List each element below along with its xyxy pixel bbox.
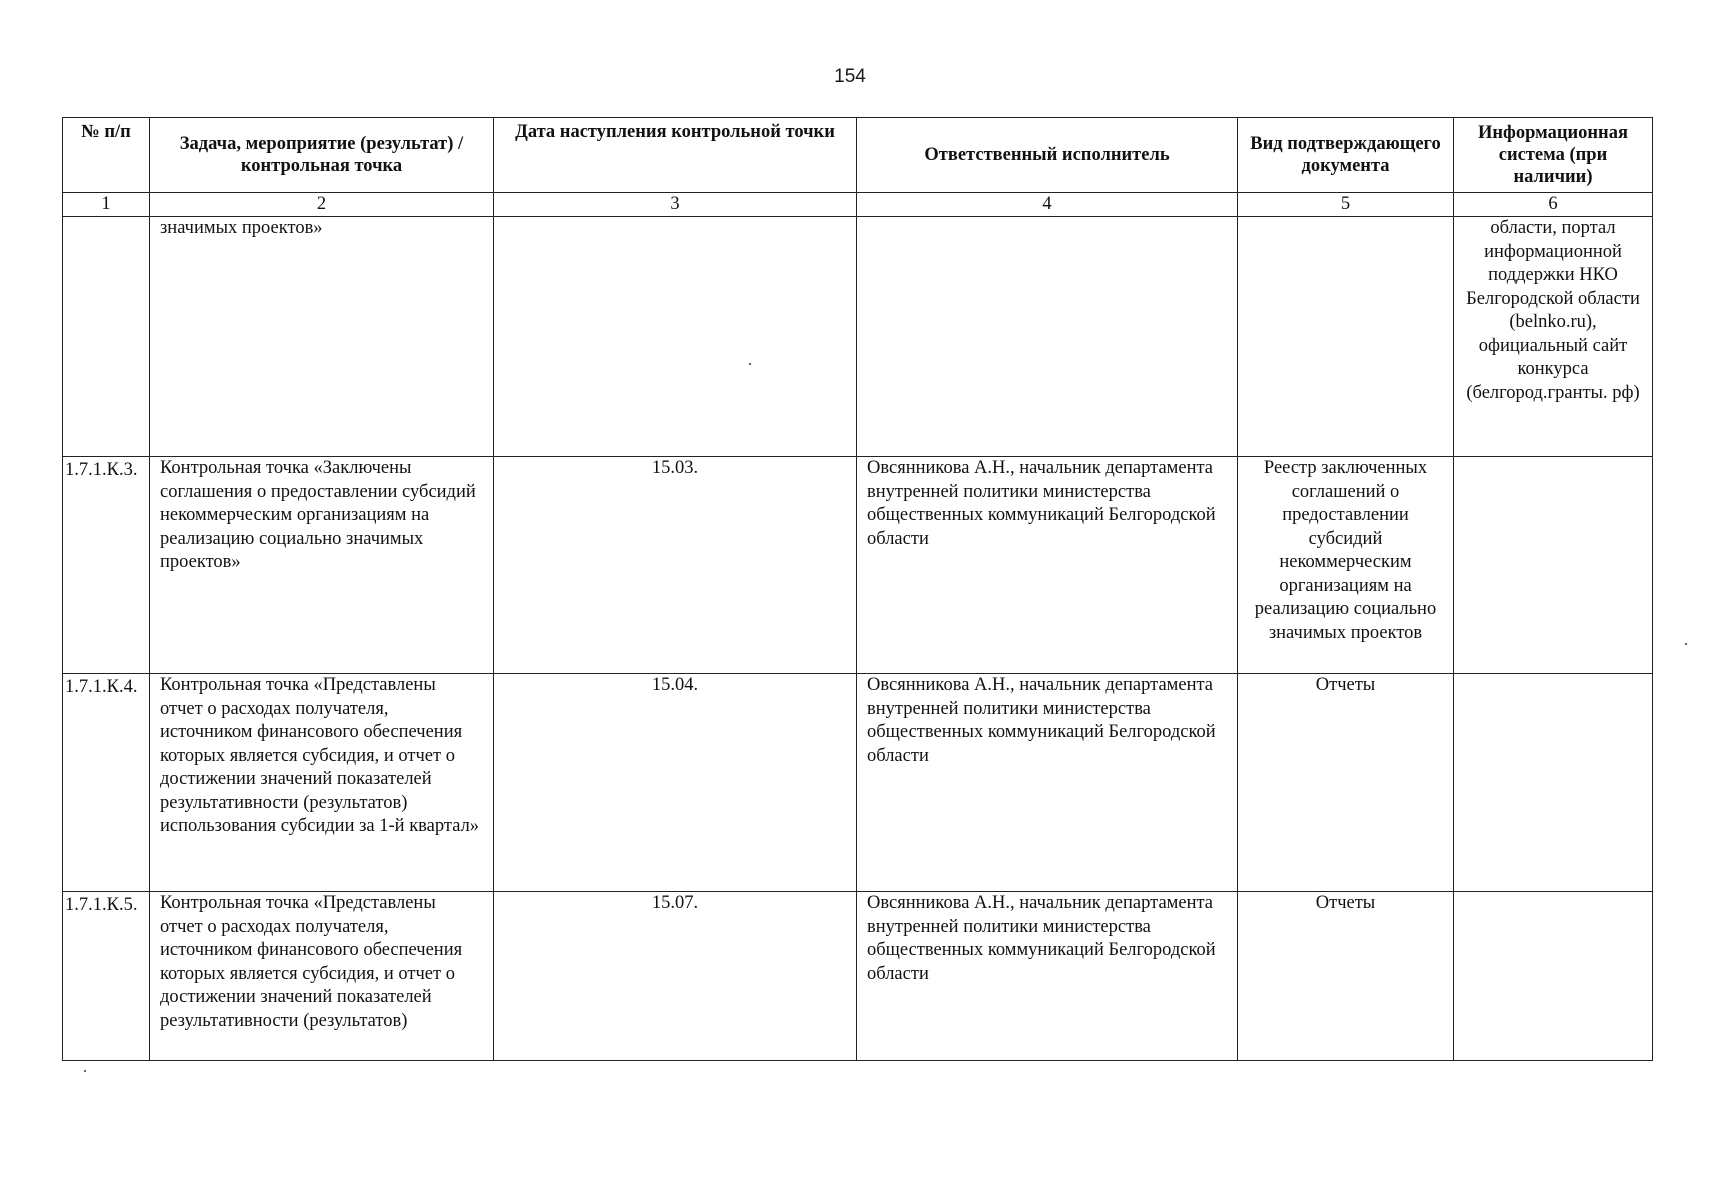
responsible-cell bbox=[857, 217, 1238, 457]
header-task: Задача, мероприятие (результат) / контрольная точка bbox=[150, 118, 494, 193]
table-row bbox=[63, 217, 1653, 457]
task-cell: значимых проектов» bbox=[150, 217, 494, 457]
responsible-cell: Овсянникова А.Н., начальник департамента внутренней политики министерства общественных коммуникаций Белгородской области bbox=[857, 674, 1238, 892]
column-number: 1 bbox=[63, 193, 150, 217]
date-cell: 15.03. bbox=[494, 457, 857, 674]
info-system-cell bbox=[1454, 674, 1653, 892]
header-num: № п/п bbox=[63, 118, 150, 193]
column-number: 4 bbox=[857, 193, 1238, 217]
table-row bbox=[63, 674, 1653, 892]
header-row bbox=[63, 118, 1653, 193]
scan-speck bbox=[84, 1070, 86, 1072]
doc-type-cell: Реестр заключенных соглашений о предоставлении субсидий некоммерческим организациям на реализацию социально значимых проектов bbox=[1238, 457, 1454, 674]
date-cell bbox=[494, 217, 857, 457]
scan-speck bbox=[749, 363, 751, 365]
column-number: 2 bbox=[150, 193, 494, 217]
responsible-cell: Овсянникова А.Н., начальник департамента внутренней политики министерства общественных коммуникаций Белгородской области bbox=[857, 457, 1238, 674]
doc-type-cell: Отчеты bbox=[1238, 674, 1454, 892]
header-responsible: Ответственный исполнитель bbox=[857, 118, 1238, 193]
column-number: 6 bbox=[1454, 193, 1653, 217]
info-system-cell bbox=[1454, 457, 1653, 674]
date-cell: 15.07. bbox=[494, 892, 857, 1061]
info-system-cell: области, портал информационной поддержки НКО Белгородской области (belnko.ru), официальный сайт конкурса (белгород.гранты. рф) bbox=[1454, 217, 1653, 457]
row-number: 1.7.1.К.4. bbox=[63, 674, 150, 892]
doc-type-cell bbox=[1238, 217, 1454, 457]
task-cell: Контрольная точка «Представлены отчет о расходах получателя, источником финансового обеспечения которых является субсидия, и отчет о достижении значений показателей результативности (результатов) bbox=[150, 892, 494, 1061]
header-doc-type: Вид подтверждающего документа bbox=[1238, 118, 1454, 193]
task-cell: Контрольная точка «Заключены соглашения о предоставлении субсидий некоммерческим организациям на реализацию социально значимых проектов» bbox=[150, 457, 494, 674]
column-numbers-row bbox=[63, 193, 1653, 217]
control-points-table bbox=[62, 117, 1653, 1061]
column-number: 5 bbox=[1238, 193, 1454, 217]
responsible-cell: Овсянникова А.Н., начальник департамента внутренней политики министерства общественных коммуникаций Белгородской области bbox=[857, 892, 1238, 1061]
column-number: 3 bbox=[494, 193, 857, 217]
table-row bbox=[63, 892, 1653, 1061]
row-number: 1.7.1.К.5. bbox=[63, 892, 150, 1061]
page-number: 154 bbox=[834, 66, 866, 87]
table-row bbox=[63, 457, 1653, 674]
date-cell: 15.04. bbox=[494, 674, 857, 892]
info-system-cell bbox=[1454, 892, 1653, 1061]
task-cell: Контрольная точка «Представлены отчет о расходах получателя, источником финансового обеспечения которых является субсидия, и отчет о достижении значений показателей результативности (результатов) использования субсидии за 1-й квартал» bbox=[150, 674, 494, 892]
row-number: 1.7.1.К.3. bbox=[63, 457, 150, 674]
doc-type-cell: Отчеты bbox=[1238, 892, 1454, 1061]
header-date: Дата наступления контрольной точки bbox=[494, 118, 857, 193]
row-number bbox=[63, 217, 150, 457]
header-info-system: Информационная система (при наличии) bbox=[1454, 118, 1653, 193]
scan-speck bbox=[1685, 643, 1687, 645]
